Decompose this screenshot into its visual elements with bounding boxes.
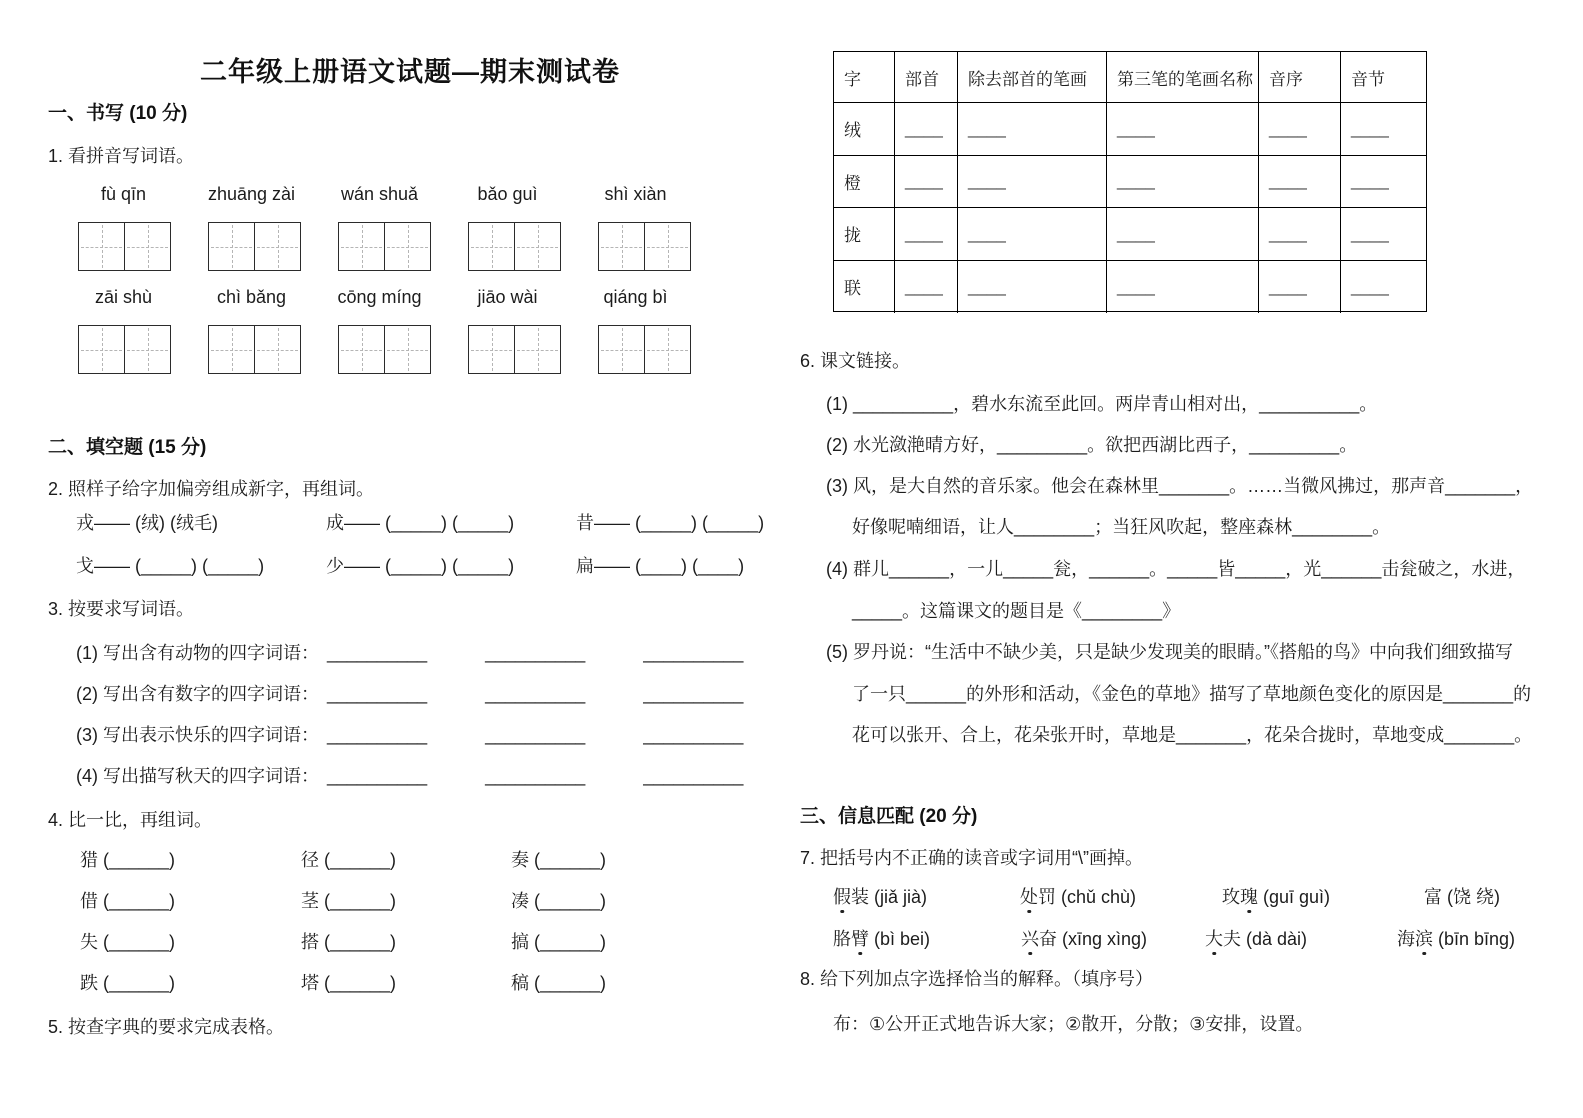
answer-blank: __________: [327, 643, 428, 663]
table-header-cell: 音序: [1259, 52, 1341, 103]
writing-grid: [598, 222, 691, 271]
dotted-char: 大: [1205, 925, 1223, 951]
table-char-cell: 拢: [834, 208, 895, 261]
question-7-row-2: [833, 925, 1515, 951]
question-6-line-5a: (5) 罗丹说：“生活中不缺少美，只是缺少发现美的眼睛。”《搭船的鸟》中向我们细致描写: [826, 642, 1513, 662]
table-blank-cell: ____: [1107, 156, 1259, 209]
writing-grid: [78, 222, 171, 271]
table-blank-cell: ____: [1341, 208, 1426, 261]
answer-blank: __________: [485, 766, 586, 786]
exam-title: 二年级上册语文试题—期末测试卷: [200, 57, 620, 87]
table-char-cell: 绒: [834, 103, 895, 156]
answer-blank: __________: [485, 643, 586, 663]
table-blank-cell: ____: [895, 156, 958, 209]
pinyin-choice-item: [1424, 883, 1500, 909]
question-6-line-5c: 花可以张开、合上，花朵张开时，草地是_______，花朵合拢时，草地变成_______。: [852, 725, 1533, 745]
pinyin-choice-item: [1222, 883, 1424, 909]
question-4-row-2: [80, 890, 606, 912]
word-part: 富: [1424, 887, 1442, 907]
word-part: (饶 绕): [1442, 887, 1500, 907]
question-4-row-1: [80, 849, 606, 871]
dotted-char: 臂: [851, 925, 869, 951]
answer-blank: __________: [327, 725, 428, 745]
word-part: 装 (jiǎ jià): [851, 887, 928, 907]
pinyin-label: qiáng bì: [603, 287, 668, 307]
pinyin-label: chì bǎng: [216, 287, 287, 307]
prompt-text: (2) 写出含有数字的四字词语：: [76, 684, 319, 704]
dotted-char: 瑰: [1240, 883, 1258, 909]
pinyin-label: shì xiàn: [604, 184, 667, 204]
table-header-cell: 除去部首的笔画: [958, 52, 1107, 103]
question-6-line-3a: (3) 风，是大自然的音乐家。他会在森林里_______。……当微风拂过，那声音_______，: [826, 476, 1534, 496]
compare-word-item: 径 (______): [301, 850, 397, 870]
pinyin-label: wán shuǎ: [340, 184, 419, 204]
question-3-item-3: [76, 724, 743, 746]
question-3-item-4: [76, 765, 743, 787]
pinyin-choice-item: [1205, 925, 1397, 951]
question-7-label: 7. 把括号内不正确的读音或字词用“\”画掉。: [800, 848, 1144, 868]
dotted-char: 滨: [1415, 925, 1433, 951]
table-blank-cell: ____: [1259, 103, 1341, 156]
word-build-item: 戈—— (_____) (_____): [76, 556, 265, 576]
compare-word-item: 猎 (______): [80, 850, 176, 870]
word-part: (bīn bīng): [1433, 929, 1516, 949]
dotted-char: 处: [1020, 883, 1038, 909]
compare-word-item: 茎 (______): [301, 891, 397, 911]
pinyin-row-1: [78, 184, 681, 205]
question-2-label: 2. 照样子给字加偏旁组成新字，再组词。: [48, 479, 375, 499]
table-blank-cell: ____: [1107, 261, 1259, 314]
word-build-item: 戎—— (绒) (绒毛): [76, 513, 218, 533]
pinyin-choice-item: [833, 925, 1021, 951]
table-blank-cell: ____: [1341, 103, 1426, 156]
dotted-char: 假: [833, 883, 851, 909]
question-2-line-2: [76, 555, 744, 577]
question-8-definitions: 布：①公开正式地告诉大家；②散开，分散；③安排，设置。: [833, 1014, 1314, 1034]
compare-word-item: 搞 (______): [511, 932, 607, 952]
pinyin-choice-item: [1020, 883, 1222, 909]
compare-word-item: 奏 (______): [511, 850, 607, 870]
word-part: 海: [1397, 929, 1415, 949]
answer-blank: __________: [485, 725, 586, 745]
question-5-label: 5. 按查字典的要求完成表格。: [48, 1017, 285, 1037]
pinyin-label: bǎo guì: [477, 184, 538, 204]
writing-grid: [468, 222, 561, 271]
word-part: 罚 (chǔ chù): [1038, 887, 1137, 907]
pinyin-label: zāi shù: [94, 287, 153, 307]
pinyin-choice-item: [833, 883, 1020, 909]
question-6-label: 6. 课文链接。: [800, 351, 911, 371]
answer-blank: __________: [643, 725, 744, 745]
pinyin-choice-item: [1021, 925, 1205, 951]
table-blank-cell: ____: [895, 261, 958, 314]
table-blank-cell: ____: [1259, 261, 1341, 314]
compare-word-item: 失 (______): [80, 932, 176, 952]
word-build-item: 昔—— (_____) (_____): [576, 513, 765, 533]
word-part: 夫 (dà dài): [1223, 929, 1308, 949]
question-3-label: 3. 按要求写词语。: [48, 599, 195, 619]
word-part: (bì bei): [869, 929, 931, 949]
writing-grid: [598, 325, 691, 374]
pinyin-label: zhuāng zài: [207, 184, 296, 204]
writing-grid: [468, 325, 561, 374]
compare-word-item: 借 (______): [80, 891, 176, 911]
question-3-item-1: [76, 642, 743, 664]
table-blank-cell: ____: [1259, 156, 1341, 209]
table-header-cell: 字: [834, 52, 895, 103]
table-blank-cell: ____: [895, 208, 958, 261]
pinyin-row-2: [78, 287, 681, 308]
question-1-label: 1. 看拼音写词语。: [48, 146, 195, 166]
pinyin-label: fù qīn: [100, 184, 147, 204]
answer-blank: __________: [643, 684, 744, 704]
section-1-heading: 一、书写 (10 分): [48, 103, 188, 124]
question-6-line-1: (1) __________，碧水东流至此回。两岸青山相对出，__________。: [826, 394, 1378, 414]
writing-grid: [208, 222, 301, 271]
word-part: 奋 (xīng xìng): [1039, 929, 1148, 949]
prompt-text: (3) 写出表示快乐的四字词语：: [76, 725, 319, 745]
table-blank-cell: ____: [895, 103, 958, 156]
writing-grid: [208, 325, 301, 374]
table-blank-cell: ____: [1107, 208, 1259, 261]
question-6-line-4a: (4) 群儿______，一儿_____瓮，______。_____皆_____，光______击瓮破之，水进，: [826, 559, 1526, 579]
table-blank-cell: ____: [1107, 103, 1259, 156]
question-4-label: 4. 比一比，再组词。: [48, 810, 213, 830]
question-3-item-2: [76, 683, 743, 705]
table-header-cell: 第三笔的笔画名称: [1107, 52, 1259, 103]
writing-grid-row-2: [78, 325, 691, 374]
prompt-text: (1) 写出含有动物的四字词语：: [76, 643, 319, 663]
word-build-item: 扁—— (____) (____): [576, 556, 745, 576]
compare-word-item: 搭 (______): [301, 932, 397, 952]
table-blank-cell: ____: [1259, 208, 1341, 261]
answer-blank: __________: [643, 766, 744, 786]
dictionary-table: [833, 51, 1427, 312]
prompt-text: (4) 写出描写秋天的四字词语：: [76, 766, 319, 786]
dotted-char: 兴: [1021, 925, 1039, 951]
table-char-cell: 联: [834, 261, 895, 314]
word-build-item: 少—— (_____) (_____): [326, 556, 515, 576]
table-char-cell: 橙: [834, 156, 895, 209]
section-2-heading: 二、填空题 (15 分): [48, 437, 207, 458]
word-part: 胳: [833, 929, 851, 949]
question-7-row-1: [833, 883, 1500, 909]
table-blank-cell: ____: [958, 208, 1107, 261]
answer-blank: __________: [643, 643, 744, 663]
question-6-line-2: (2) 水光潋滟晴方好，_________。欲把西湖比西子，_________。: [826, 435, 1358, 455]
compare-word-item: 稿 (______): [511, 973, 607, 993]
question-6-line-4b: _____。这篇课文的题目是《________》: [852, 601, 1181, 621]
pinyin-label: cōng míng: [337, 287, 422, 307]
word-part: 玫: [1222, 887, 1240, 907]
answer-blank: __________: [485, 684, 586, 704]
writing-grid-row-1: [78, 222, 691, 271]
table-blank-cell: ____: [1341, 156, 1426, 209]
answer-blank: __________: [327, 766, 428, 786]
table-blank-cell: ____: [958, 156, 1107, 209]
section-3-heading: 三、信息匹配 (20 分): [800, 806, 978, 827]
writing-grid: [338, 325, 431, 374]
pinyin-choice-item: [1397, 925, 1515, 951]
table-blank-cell: ____: [958, 261, 1107, 314]
word-part: (guī guì): [1258, 887, 1331, 907]
compare-word-item: 跌 (______): [80, 973, 176, 993]
question-2-line-1: [76, 512, 764, 534]
table-header-cell: 部首: [895, 52, 958, 103]
pinyin-label: jiāo wài: [477, 287, 538, 307]
table-header-cell: 音节: [1341, 52, 1426, 103]
table-blank-cell: ____: [1351, 276, 1389, 296]
compare-word-item: 塔 (______): [301, 973, 397, 993]
question-8-label: 8. 给下列加点字选择恰当的解释。（填序号）: [800, 969, 1154, 989]
table-blank-cell: ____: [958, 103, 1107, 156]
question-4-row-3: [80, 931, 606, 953]
writing-grid: [78, 325, 171, 374]
question-6-line-3b: 好像呢喃细语，让人________；当狂风吹起，整座森林________。: [852, 517, 1391, 537]
question-6-line-5b: 了一只______的外形和活动，《金色的草地》描写了草地颜色变化的原因是_______的: [852, 684, 1532, 704]
word-build-item: 成—— (_____) (_____): [326, 513, 515, 533]
answer-blank: __________: [327, 684, 428, 704]
writing-grid: [338, 222, 431, 271]
compare-word-item: 凑 (______): [511, 891, 607, 911]
question-4-row-4: [80, 972, 606, 994]
